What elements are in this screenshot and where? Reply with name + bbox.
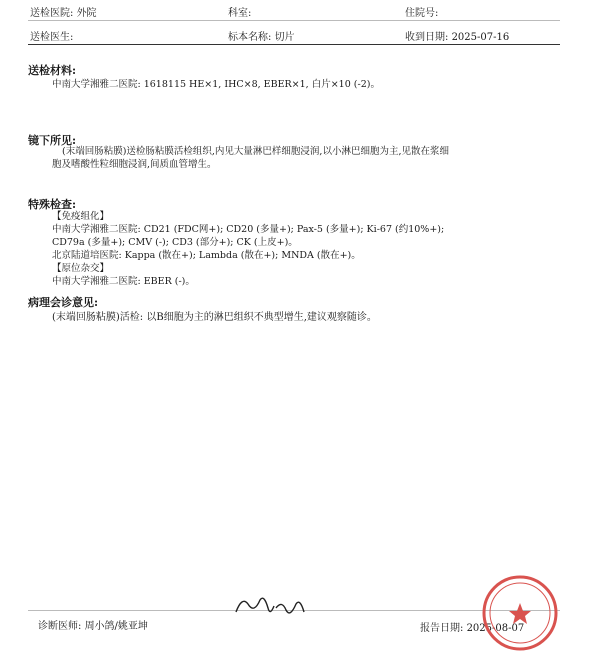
opinion-title: 病理会诊意见: [28,296,99,309]
ihc-line-2: CD79a (多量+); CMV (-); CD3 (部分+); CK (上皮+)。 [52,237,298,248]
special-exam-title: 特殊检查: [28,198,77,211]
ish-header: 【原位杂交】 [52,263,110,274]
ihc-line-3: 北京陆道培医院: Kappa (散在+); Lambda (散在+); MNDA (散在+)。 [52,250,361,261]
microscopy-line-2: 胞及嗜酸性粒细胞浸润,间质血管增生。 [52,159,217,170]
hospital-label: 送检医院: [30,8,74,19]
diagnosing-doctor-label: 诊断医师: [38,621,82,632]
report-date-label: 报告日期: [420,623,464,634]
hospital-seal-stamp [480,573,560,653]
microscopy-line-1: (末端回肠粘膜)送检肠粘膜活检组织,内见大量淋巴样细胞浸润,以小淋巴细胞为主,见散在浆细 [62,146,449,157]
ihc-header: 【免疫组化】 [52,211,110,222]
department-label: 科室: [228,8,252,19]
header-divider-top [28,20,560,21]
material-text: 中南大学湘雅二医院: 1618115 HE×1, IHC×8, EBER×1, 白片×10 (-2)。 [52,79,380,90]
inpatient-number-field [405,4,438,19]
doctor-field [30,28,73,43]
inpatient-number-label: 住院号: [405,8,439,19]
material-title: 送检材料: [28,64,77,77]
specimen-value: 切片 [274,32,295,43]
hospital-value: 外院 [76,8,97,19]
received-date-field [405,28,509,43]
handwritten-signature [230,590,310,630]
received-date-label: 收到日期: [405,32,449,43]
microscopy-title: 镜下所见: [28,134,77,147]
received-date-value: 2025-07-16 [451,32,510,43]
header-divider [28,44,560,45]
department-field [228,4,251,19]
report-date-value: 2025-08-07 [466,623,525,634]
specimen-field [228,28,295,43]
hospital-field [30,4,97,19]
ihc-line-1: 中南大学湘雅二医院: CD21 (FDC网+); CD20 (多量+); Pax-5 (多量+); Ki-67 (约10%+); [52,224,445,235]
diagnosing-doctor-value: 周小鸽/姚亚坤 [84,621,148,632]
opinion-text: (末端回肠粘膜)活检: 以B细胞为主的淋巴组织不典型增生,建议观察随诊。 [52,312,377,323]
specimen-label: 标本名称: [228,32,272,43]
ish-line-1: 中南大学湘雅二医院: EBER (-)。 [52,276,195,287]
diagnosing-doctor-field [38,617,148,632]
doctor-label: 送检医生: [30,32,74,43]
